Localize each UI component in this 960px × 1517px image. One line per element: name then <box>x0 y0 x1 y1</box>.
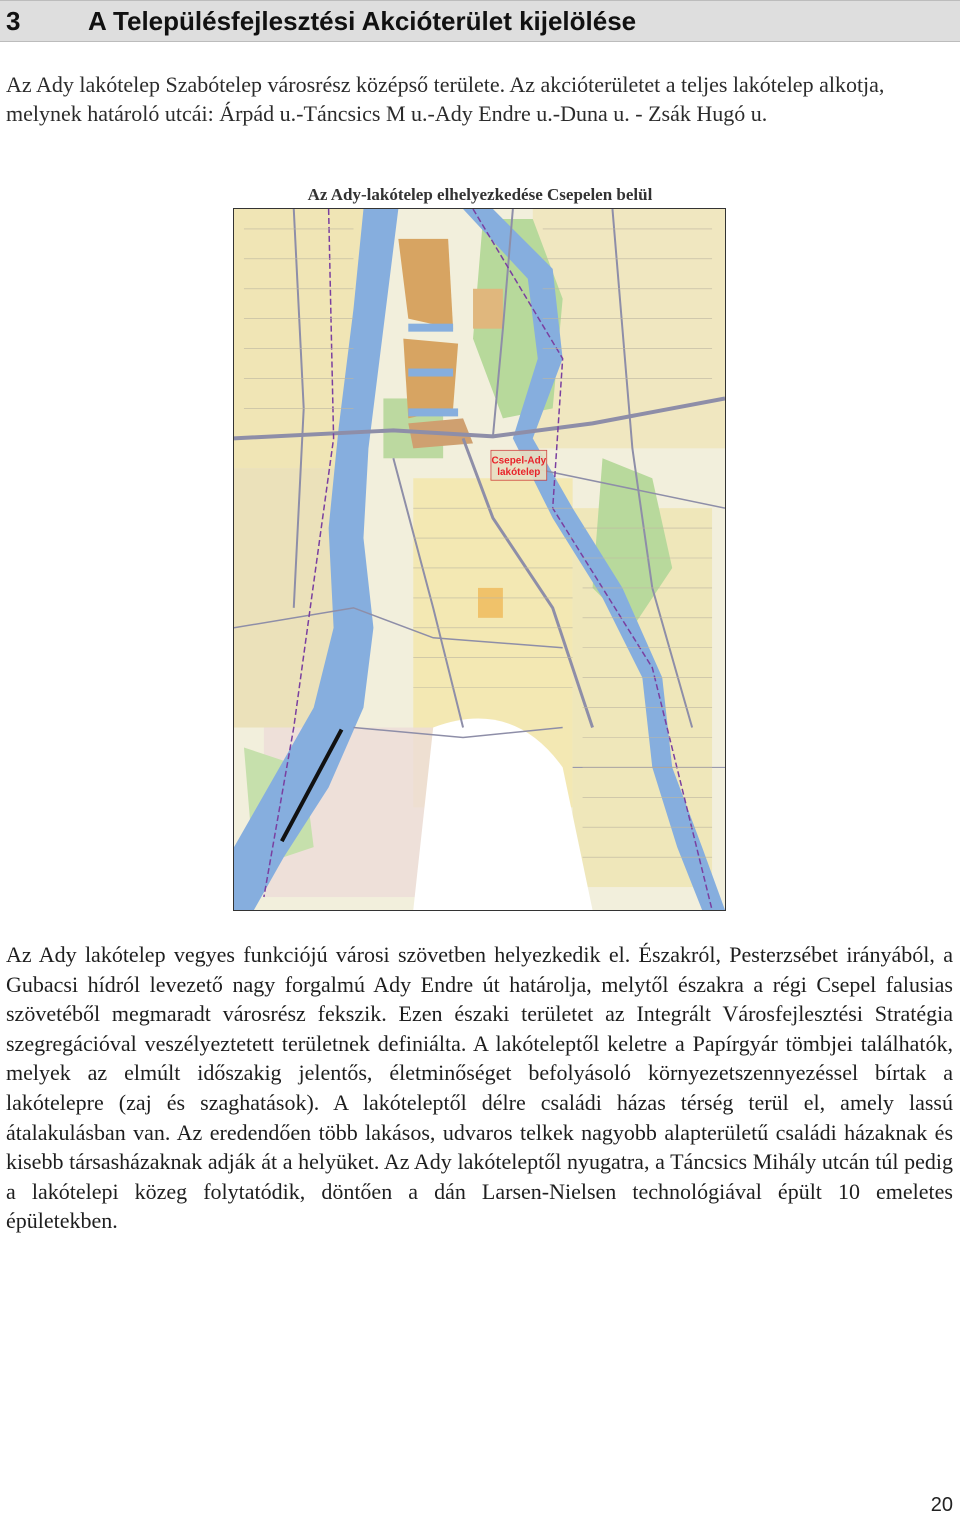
intro-paragraph: Az Ady lakótelep Szabótelep városrész középső területe. Az akcióterületet a teljes lakótelep alkotja, melynek határoló utcái: Árpád u.-Táncsics M u.-Ady Endre u.-Duna u. - Zsák Hugó u. <box>6 72 885 126</box>
section-heading <box>0 0 960 42</box>
figure-caption: Az Ady-lakótelep elhelyezkedése Csepelen belül <box>307 185 653 204</box>
map-label-line2: lakótelep <box>497 467 541 479</box>
body-paragraph: Az Ady lakótelep vegyes funkciójú városi szövetben helyezkedik el. Északról, Pesterzsébet irányából, a Gubacsi hídról levezető nagy forgalmú Ady Endre út határolja, melytől északra a régi Csepel falusias szövetéből megmaradt városrész fekszik. Ezen északi területet az Integrált Városfejlesztési Stratégia szegregációval veszélyeztetett területnek definiálta. A lakóteleptől keletre a Papírgyár tömbjei találhatók, melyek az elmúlt időszakig jelentős, életminőséget befolyásoló környezetszennyezéssel bírtak a lakótelepre (zaj és szaghatások). A lakóteleptől délre családi házas térség terül el, amely lassú átalakulásban van. Az eredendően több lakásos, udvaros telkek nagyobb alapterületű családi házaknak és kisebb társasházaknak adják át a helyüket. Az Ady lakóteleptől nyugatra, a Táncsics Mihály utcán túl pedig a lakótelepi közeg folytatódik, döntően a dán Larsen-Nielsen technológiával épült 10 emeletes épületekben. <box>6 942 953 1234</box>
page-number: 20 <box>930 1494 953 1516</box>
section-title: A Településfejlesztési Akcióterület kijelölése <box>88 6 637 36</box>
csepel-map-image <box>234 209 725 910</box>
map-label-line1: Csepel-Ady <box>491 455 547 467</box>
csepel-map-figure <box>233 208 726 911</box>
section-number: 3 <box>6 6 21 36</box>
